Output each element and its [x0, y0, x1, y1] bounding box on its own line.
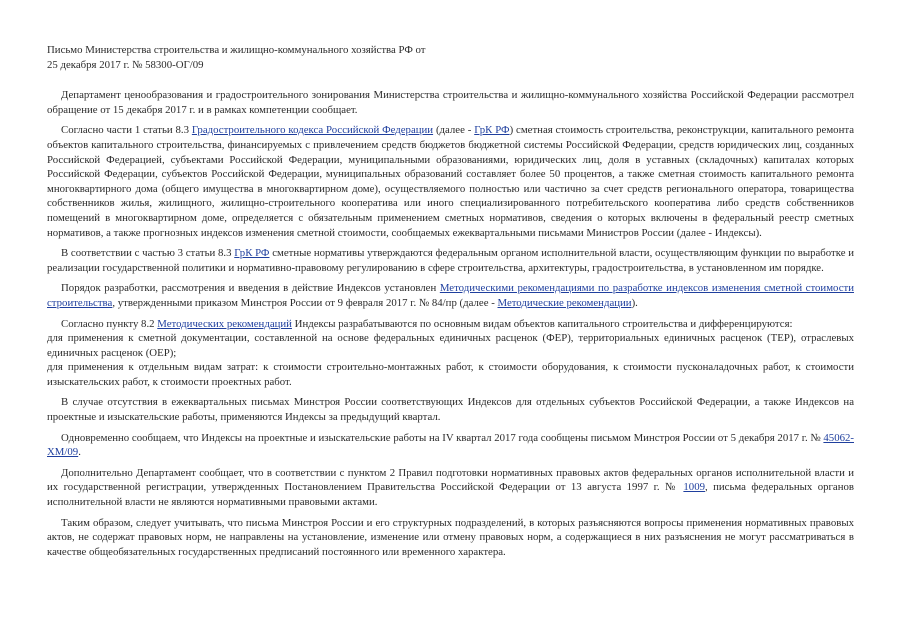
- text: , письма федеральных органов исполнительной власти не являются нормативными правовыми актами.: [47, 481, 854, 509]
- text: Дополнительно Департамент сообщает, что в соответствии с пунктом 2 Правил подготовки нормативных правовых актов федеральных органов исполнительной власти и их государственной регистрации, утвержденных Постановлением Правительства Российской Федерации от 13 августа 1997 г. №: [47, 466, 854, 494]
- paragraph-q4: [47, 431, 854, 460]
- link-grk-short-2[interactable]: ГрК РФ: [234, 247, 270, 260]
- link-method-recommendations-clause[interactable]: Методических рекомендаций: [157, 317, 292, 330]
- text: (далее -: [433, 124, 475, 137]
- text: Согласно части 1 статьи 8.3: [61, 124, 192, 137]
- link-grk-code[interactable]: Градостроительного кодекса Российской Федерации: [191, 124, 434, 137]
- text: ).: [631, 296, 638, 309]
- text: В соответствии с частью 3 статьи 8.3: [61, 247, 235, 260]
- paragraph-clause-8-2: [47, 317, 854, 332]
- paragraph-conclusion: Таким образом, следует учитывать, что письма Минстроя России и его структурных подразделений, в которых разъясняются вопросы применения нормативных правовых актов, не содержат правовых норм, не направлены на установление, изменение или отмену правовых норм, а содержащиеся в них разъяснения не могут рассматриваться в качестве общеобязательных государственных предписаний постоянного или временного характера.: [47, 516, 854, 558]
- paragraph-grk-part1: [47, 123, 854, 240]
- paragraph-absence: В случае отсутствия в ежеквартальных письмах Минстроя России соответствующих Индексов для отдельных субъектов Российской Федерации, а также Индексов на проектные и изыскательские работы, применяются Индексы за предыдущий квартал.: [47, 396, 854, 424]
- document-title: Письмо Министерства строительства и жилищно-коммунального хозяйства РФ от 25 декабря 2017 г. № 58300-ОГ/09: [47, 44, 426, 71]
- text: , утвержденными приказом Минстроя России от 9 февраля 2017 г. № 84/пр (далее -: [112, 296, 498, 309]
- link-grk-short[interactable]: ГрК РФ: [474, 124, 510, 137]
- list-item-fer: для применения к сметной документации, составленной на основе федеральных единичных расценок (ФЕР), территориальных единичных расценок (ТЕР), отраслевых единичных расценок (ОЕР);: [47, 332, 854, 359]
- paragraph-intro: Департамент ценообразования и градостроительного зонирования Министерства строительства и жилищно-коммунального хозяйства Российской Федерации рассмотрел обращение от 15 декабря 2017 г. и в рамках компетенции сообщает.: [47, 89, 854, 116]
- paragraph-procedure: [47, 281, 854, 310]
- paragraph-additional: [47, 466, 854, 510]
- link-method-recommendations-full[interactable]: Методическими рекомендациями по разработке индексов изменения сметной стоимости строительства: [47, 282, 854, 309]
- list-item-costs: для применения к отдельным видам затрат: к стоимости строительно-монтажных работ, к стоимости оборудования, к стоимости пусконаладочных работ, к стоимости изыскательских работ, к стоимости проектных работ.: [47, 361, 854, 388]
- text: .: [78, 446, 81, 459]
- link-method-recommendations-short[interactable]: Методические рекомендации: [497, 296, 632, 309]
- text: Порядок разработки, рассмотрения и введения в действие Индексов установлен: [61, 282, 440, 295]
- text: ) сметная стоимость строительства, реконструкции, капитального ремонта объектов капитального строительства, финансируемых с привлечением средств бюджетов бюджетной системы Российской Федерации, средств юридических лиц, созданных Российской Федерацией, субъектами Российской Федерации, муниципальными образованиями, юридических лиц, доля в уставных (складочных) капиталах которых Российской Федерации, субъектов Российской Федерации, муниципальных образований составляет более 50 процентов, а также сметная стоимость капитального ремонта многоквартирного дома (общего имущества в многоквартирном доме), осуществляемого полностью или частично за счет средств регионального оператора, товарищества собственников жилья, жилищного, жилищно-строительного кооператива или иного специализированного потребительского кооператива либо средств собственников помещений в многоквартирном доме, определяется с обязательным применением сметных нормативов, сведения о которых включены в федеральный реестр сметных нормативов, а также прогнозных индексов изменения сметной стоимости, сообщаемых ежеквартальными письмами Министров России (далее - Индексы).: [47, 124, 854, 239]
- text: Одновременно сообщаем, что Индексы на проектные и изыскательские работы на IV квартал 2017 года сообщены письмом Минстроя России от 5 декабря 2017 г. №: [61, 431, 824, 444]
- text: сметные нормативы утверждаются федеральным органом исполнительной власти, осуществляющим функции по выработке и реализации государственной политики и нормативно-правовому регулированию в сфере строительства, архитектуры, градостроительства, в установленном им порядке.: [47, 247, 854, 274]
- link-decree-1009[interactable]: 1009: [683, 481, 705, 494]
- paragraph-grk-part3: [47, 246, 854, 275]
- text: Согласно пункту 8.2: [61, 317, 158, 330]
- link-letter-45062[interactable]: 45062-ХМ/09: [47, 431, 854, 459]
- text: Индексы разрабатываются по основным видам объектов капитального строительства и дифференцируются:: [291, 317, 793, 330]
